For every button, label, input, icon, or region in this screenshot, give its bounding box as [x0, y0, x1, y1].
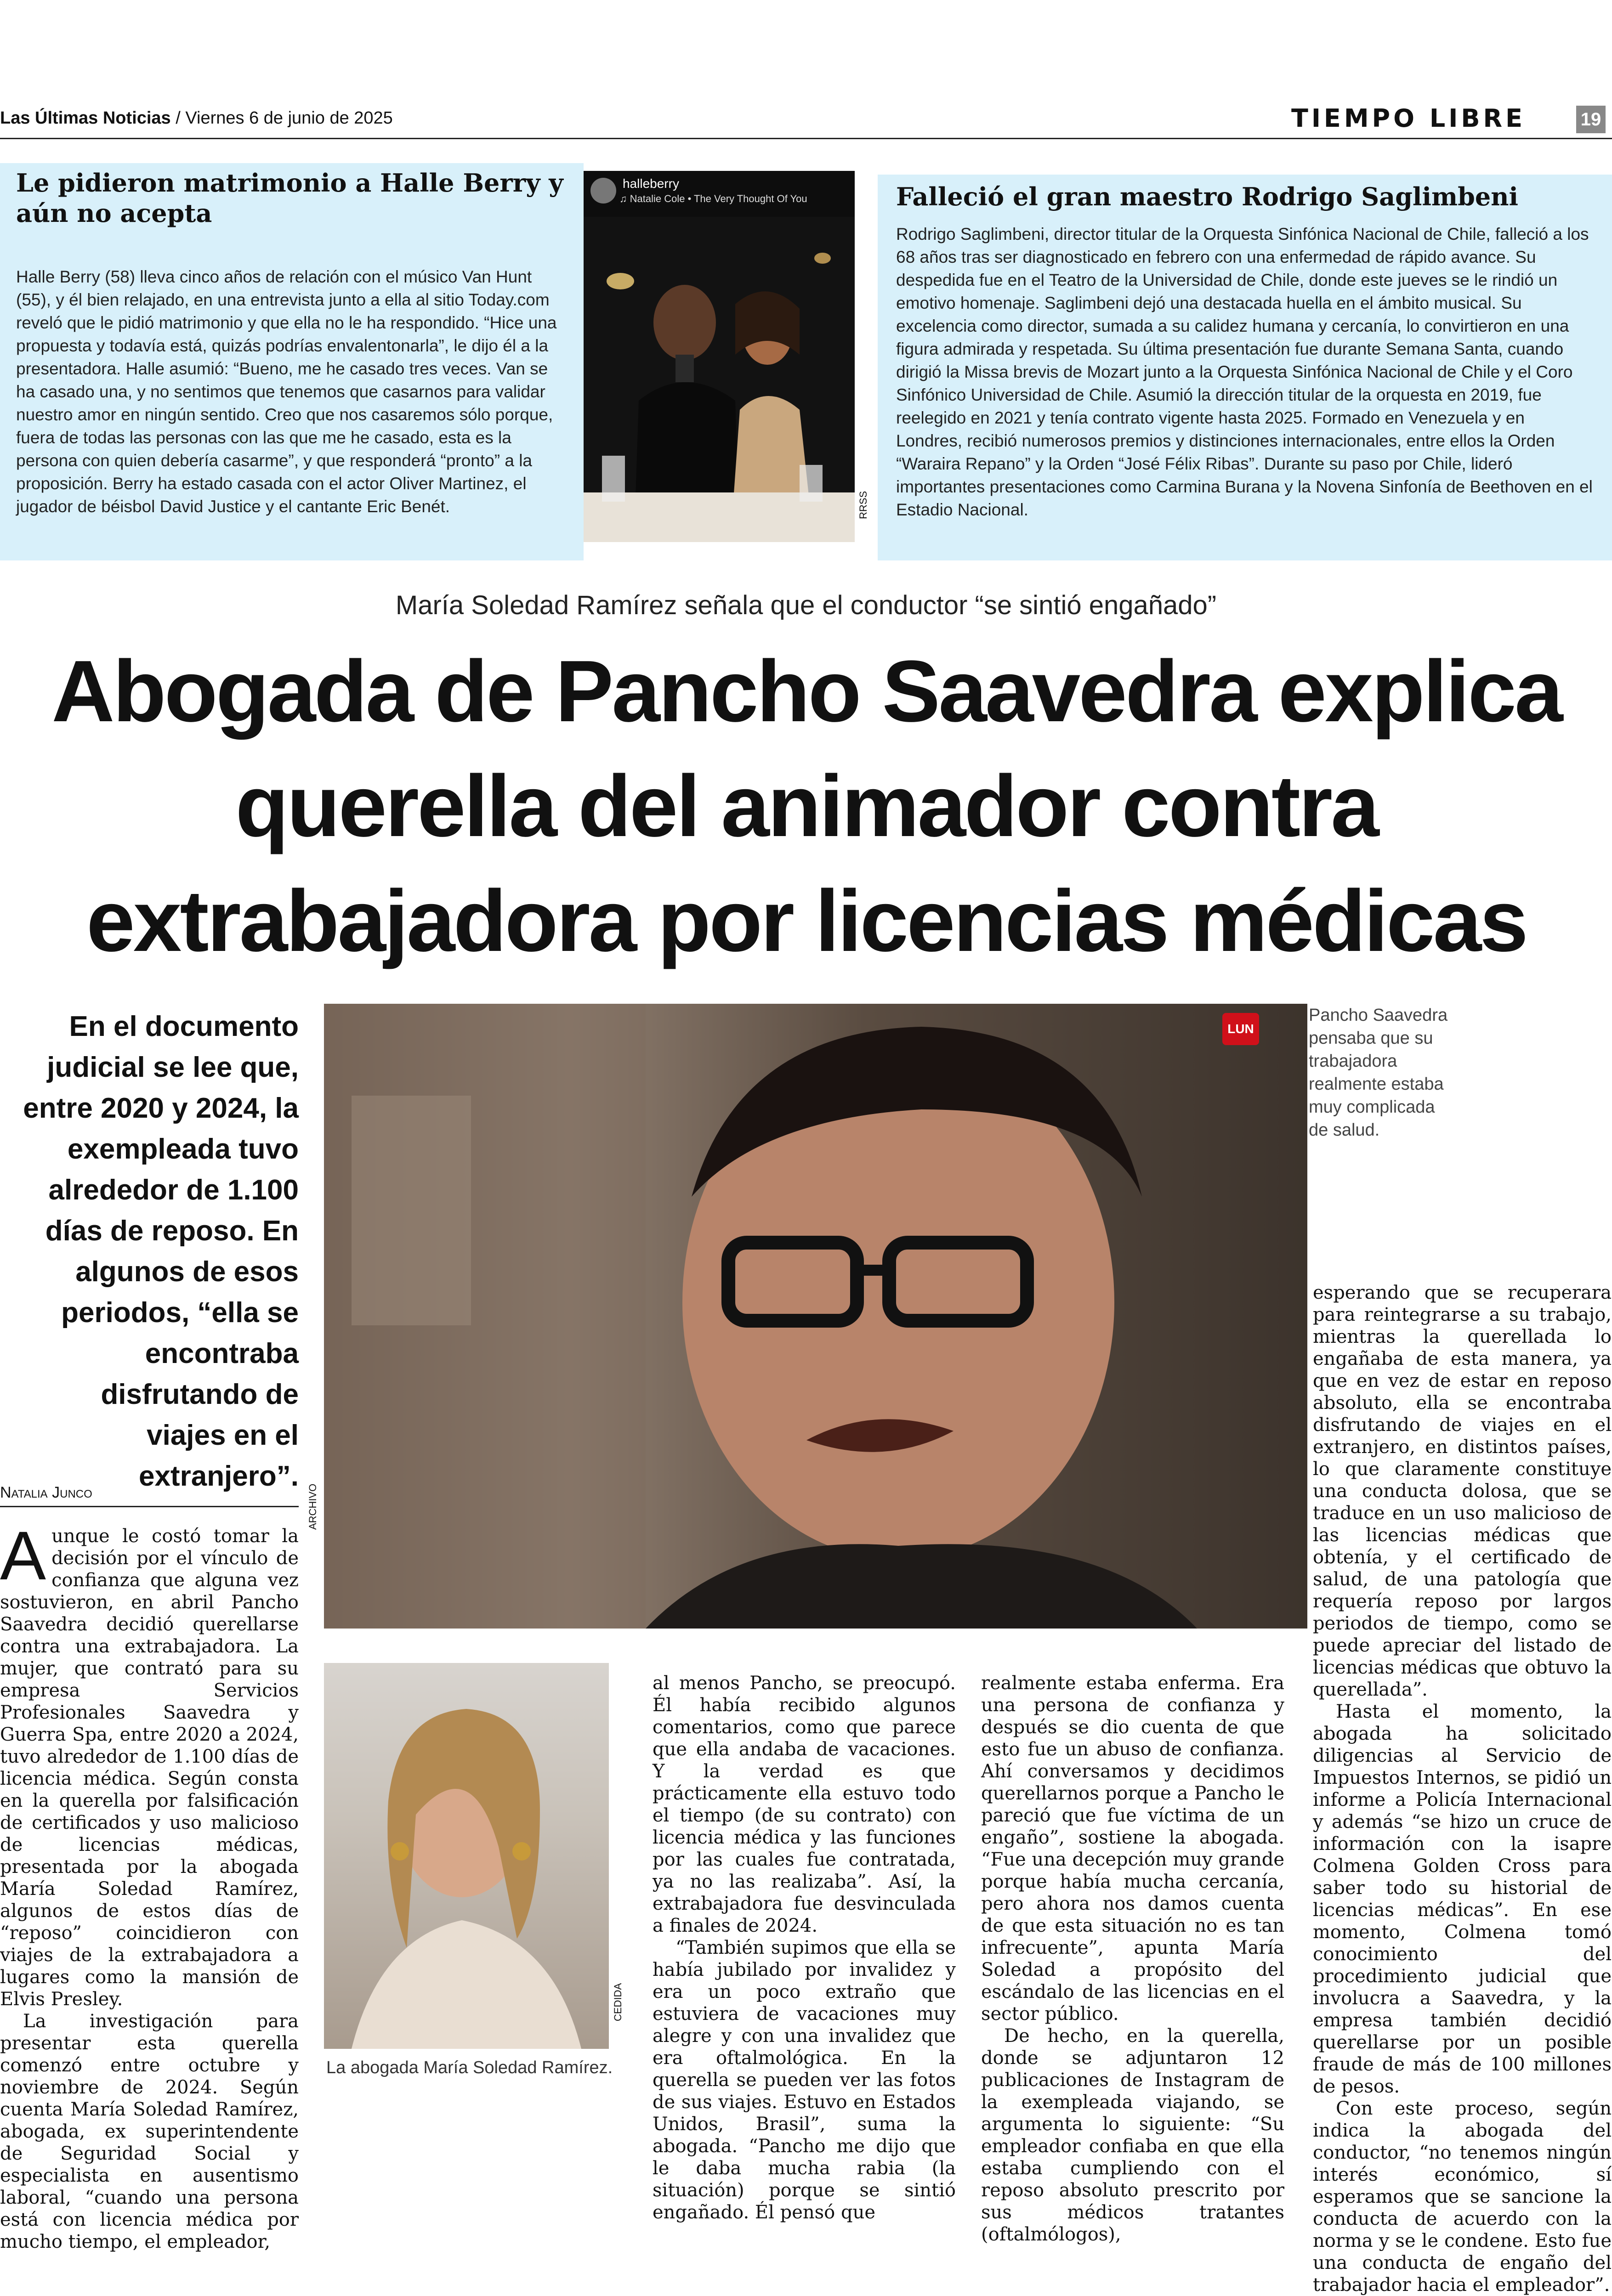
portrait-illustration — [324, 1004, 1307, 1629]
article-column-3 — [981, 1672, 1284, 2245]
halle-headline: Le pidieron matrimonio a Halle Berry y aún no acepta — [16, 168, 563, 228]
drop-cap: A — [0, 1517, 46, 1594]
instagram-username: halleberry — [623, 176, 679, 191]
byline-divider — [0, 1506, 299, 1507]
photo-credit-cedida: CEDIDA — [612, 1983, 624, 2021]
article-kicker: María Soledad Ramírez señala que el conductor “se sintió engañado” — [395, 590, 1217, 620]
paper-name: Las Últimas Noticias — [0, 108, 171, 128]
col2-paragraph-2: “También supimos que ella se había jubilado por invalidez y era un poco extraño que estuviera de vacaciones muy alegre y con una invalidez que era oftalmológica. En la querella se pueden ver las fotos de sus viajes. Estuvo en Estados Unidos, Brasil”, suma la abogada. “Pancho me dijo que le daba mucha rabia (la situación) porque se sintió engañado. Él pensó que — [653, 1937, 956, 2223]
avatar — [590, 178, 616, 204]
rodrigo-body: Rodrigo Saglimbeni, director titular de la Orquesta Sinfónica Nacional de Chile, falleció a los 68 años tras ser diagnosticado en febrero con una enfermedad de rápido avance. Su despedida fue en el Teatro de la Universidad de Chile, donde este jueves se le rindió un emotivo homenaje. Saglimbeni dejó una destacada huella en el ámbito musical. Su excelencia como director, sumada a su calidez humana y cercanía, lo convirtieron en una figura admirada y respetada. Su última presentación fue durante Semana Santa, cuando dirigió la Missa brevis de Mozart junto a la Orquesta Sinfónica Nacional de Chile y el Coro Sinfónico Universidad de Chile. Asumió la dirección titular de la orquesta en 2019, fue reelegido en 2021 y tenía contrato vigente hasta 2025. Formado en Venezuela y en Londres, recibió numerosos premios y distinciones internacionales, entre ellos la Orden “Waraira Repano” y la Orden “José Félix Ribas”. Durante su paso por Chile, lideró importantes presentaciones como Carmina Burana y la Novena Sinfonía de Beethoven en el Estadio Nacional. — [896, 225, 1593, 519]
lawyer-photo — [324, 1663, 609, 2049]
couple-illustration — [584, 217, 855, 542]
article-column-4 — [1313, 1282, 1612, 2296]
issue-date: Viernes 6 de junio de 2025 — [185, 108, 393, 128]
col3-paragraph-2: De hecho, en la querella, donde se adjuntaron 12 publicaciones de Instagram de la exempleada viajando, se argumenta lo siguiente: “Su empleador confiaba en que ella estaba cumpliendo con el reposo absoluto prescrito por sus médicos tratantes (oftalmólogos), — [981, 2025, 1284, 2245]
article-column-1 — [0, 1517, 299, 2253]
col1-paragraph-1: unque le costó tomar la decisión por el vínculo de confianza que alguna vez sostuvieron, en abril Pancho Saavedra decidió querellarse contra una extrabajadora. La mujer, que contrató para su empresa Servicios Profesionales Saavedra y Guerra Spa, entre 2020 a 2024, tuvo alrededor de 1.100 días de licencia médica. Según consta en la querella por falsificación de certificados y uso malicioso de licencias médicas, presentada por la abogada María Soledad Ramírez, algunos de estos días de “reposo” coincidieron con viajes de la extrabajadora a lugares como la mansión de Elvis Presley. — [0, 1526, 299, 2010]
photo-credit-rrss: RRSS — [857, 491, 869, 519]
main-photo-caption: Pancho Saavedra pensaba que su trabajadora realmente estaba muy complicada de salud. — [1309, 1006, 1448, 1140]
pull-quote: En el documento judicial se lee que, entre 2020 y 2024, la exempleada tuvo alrededor de 1.100 días de reposo. En algunos de esos periodos, “ella se encontraba disfrutando de viajes en el extranjero”. — [23, 1011, 299, 1492]
lun-logo-badge: LUN — [1222, 1013, 1259, 1045]
byline: Natalia Junco — [0, 1484, 92, 1501]
photo-credit-archivo: ARCHIVO — [307, 1483, 318, 1530]
col4-paragraph-1: esperando que se recuperara para reintegrarse a su trabajo, mientras la querellada lo engañaba de esta manera, ya que en vez de estar en reposo absoluto, ella se encontraba disfrutando de viajes en el extranjero, en distintos países, lo que claramente constituye una conducta dolosa, que se traduce en un uso malicioso de las licencias médicas que obtenía, y el certificado de salud, de una patología que requería reposo por largos periodos de tiempo, como se puede apreciar del listado de licencias médicas que obtuvo la querellada”. — [1313, 1282, 1612, 1700]
col1-paragraph-2: La investigación para presentar esta querella comenzó entre octubre y noviembre de 2024. Según cuenta María Soledad Ramírez, abogada, ex superintendente de Seguridad Social y especialista en ausentismo laboral, “cuando una persona está con licencia médica por mucho tiempo, el empleador, — [0, 2011, 299, 2252]
col4-paragraph-3: Con este proceso, según indica la abogada del conductor, “no tenemos ningún interés económico, sí esperamos que se sancione la conducta de acuerdo con la norma y se le condene. Esto fue una conducta de engaño del trabajador hacia el empleador”. — [1313, 2098, 1612, 2296]
masthead-line: Las Últimas Noticias / Viernes 6 de junio de 2025 — [0, 108, 393, 128]
rodrigo-headline: Falleció el gran maestro Rodrigo Saglimbeni — [896, 182, 1518, 211]
page-number: 19 — [1576, 106, 1606, 133]
halle-instagram-photo — [584, 171, 855, 542]
col3-paragraph-1: realmente estaba enferma. Era una persona de confianza y después se dio cuenta de que esto fue un abuso de confianza. Ahí conversamos y decidimos querellarnos porque a Pancho le pareció que fue víctima de un engaño”, sostiene la abogada. “Fue una decepción muy grande porque había mucha cercanía, pero ahora nos damos cuenta de que esta situación no es tan infrecuente”, apunta María Soledad a propósito del escándalo de las licencias en el sector público. — [981, 1673, 1284, 2025]
header-divider — [0, 138, 1612, 139]
col2-paragraph-1: al menos Pancho, se preocupó. Él había recibido algunos comentarios, como que parece que ella andaba de vacaciones. Y la verdad es que prácticamente ella estuvo todo el tiempo (de su contrato) con licencia médica y las funciones por las cuales fue contratada, ya no las realizaba”. Así, la extrabajadora fue desvinculada a finales de 2024. — [653, 1673, 956, 1936]
col4-paragraph-2: Hasta el momento, la abogada ha solicitado diligencias al Servicio de Impuestos Internos, se pidió un informe a Policía Internacional y además “se hizo un cruce de información con la isapre Colmena Golden Cross para saber todo su historial de licencias médicas”. En ese momento, Colmena tomó conocimiento del procedimiento judicial que involucra a Saavedra, y la empresa también decidió querellarse por un posible fraude de más de 100 millones de pesos. — [1313, 1701, 1612, 2097]
halle-body: Halle Berry (58) lleva cinco años de relación con el músico Van Hunt (55), y él bien relajado, en una entrevista junto a ella al sitio Today.com reveló que le pidió matrimonio y que ella no le ha respondido. “Hice una propuesta y todavía está, quizás podrías envalentonarla”, le dijo él a la presentadora. Halle asumió: “Bueno, me he casado tres veces. Van se ha casado una, y no sentimos que tenemos que casarnos para validar nuestro amor en ningún sentido. Creo que nos casaremos sólo porque, fuera de todas las personas con las que me he casado, esta es la persona con quien debería casarme”, y que responderá “pronto” a la proposición. Berry ha estado casada con el actor Oliver Martinez, el jugador de béisbol David Justice y el cantante Eric Benét. — [16, 267, 557, 516]
lawyer-photo-caption: La abogada María Soledad Ramírez. — [326, 2058, 613, 2077]
section-name: TIEMPO LIBRE — [1291, 104, 1526, 133]
pancho-saavedra-photo — [324, 1004, 1307, 1629]
instagram-song: ♫ Natalie Cole • The Very Thought Of You — [619, 193, 807, 204]
article-column-2 — [653, 1672, 956, 2223]
lawyer-illustration — [324, 1663, 609, 2049]
article-title: Abogada de Pancho Saavedra explica querella del animador contra extrabajadora por licencias médicas — [51, 643, 1561, 970]
